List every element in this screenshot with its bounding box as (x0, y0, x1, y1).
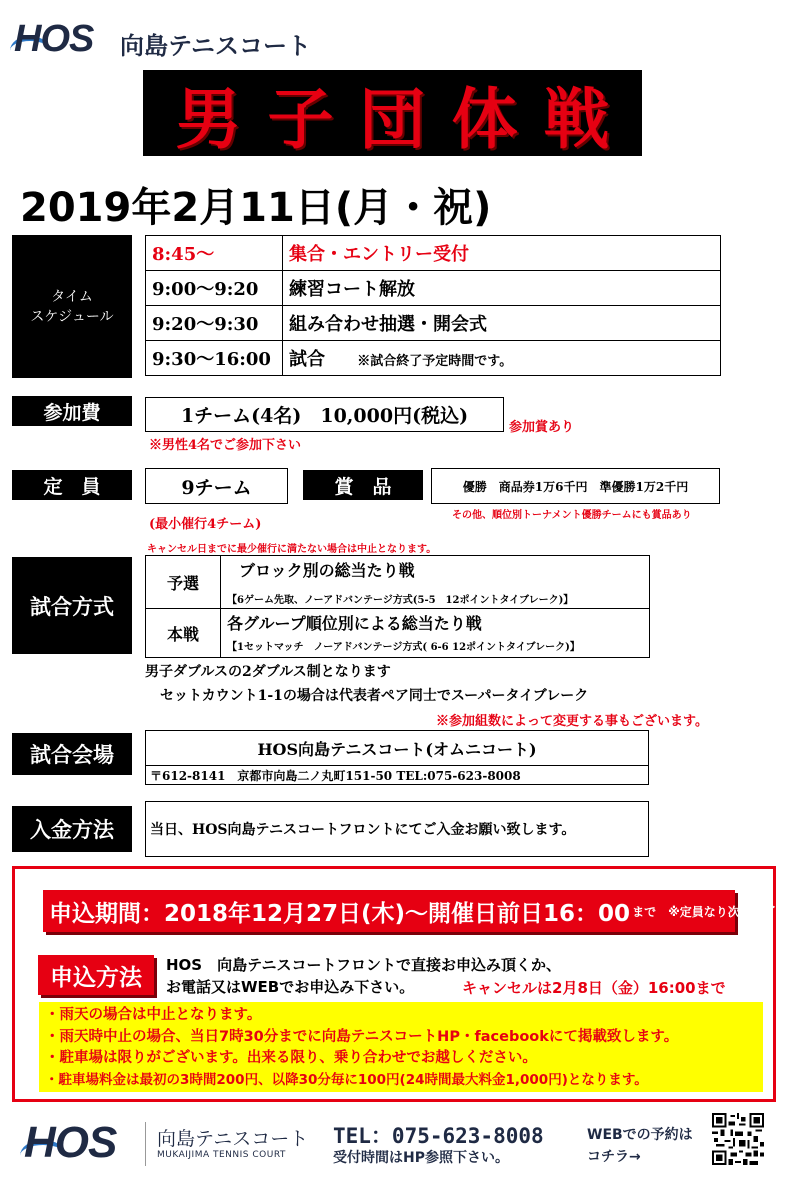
match-format-table (145, 555, 650, 658)
table-row (146, 306, 721, 341)
format-stage: 予選 (146, 556, 221, 609)
venue-label: 試合会場 (12, 733, 132, 775)
schedule-label: タイム スケジュール (12, 235, 132, 378)
page-title: 男子団体戦 (175, 79, 636, 158)
fee-label: 参加費 (12, 396, 132, 426)
note-item: ・雨天の場合は中止となります。 (45, 1007, 262, 1023)
application-period-note: ※定員なり次第終了です。 (668, 904, 811, 919)
capacity-label: 定 員 (12, 470, 132, 500)
format-detail-cell (221, 609, 650, 658)
schedule-time: 8:45～ (146, 236, 283, 271)
application-period-banner (43, 890, 811, 932)
footer-tel: TEL：075-623-8008 (333, 1124, 544, 1148)
application-period: 申込期間：2018年12月27日(木)～開催日前日16：00 (49, 900, 631, 927)
application-method-line-1: HOS 向島テニスコートフロントで直接お申込み頂くか、 (166, 956, 562, 974)
header-logo (8, 16, 118, 62)
fee-side-note: 参加賞あり (509, 420, 575, 435)
footer-logo-text: HOS (24, 1118, 117, 1167)
format-title: ブロック別の総当たり戦 (239, 561, 415, 580)
format-detail-cell (221, 556, 650, 609)
table-row (146, 609, 650, 658)
schedule-note: ※試合終了予定時間です。 (357, 354, 513, 369)
venue-name: HOS向島テニスコート(オムニコート) (145, 730, 649, 766)
footer-logo (20, 1118, 140, 1168)
prize-value: 優勝 商品券1万6千円 準優勝1万2千円 (431, 468, 720, 504)
table-row (146, 556, 650, 609)
qr-code-icon[interactable] (712, 1113, 764, 1165)
application-period-suffix: まで (632, 904, 657, 919)
capacity-note: (最小催行4チーム) (149, 517, 262, 532)
footer-divider (145, 1122, 146, 1166)
event-date: 2019年2月11日(月・祝) (20, 185, 492, 231)
venue-address: 〒612-8141 京都市向島二ノ丸町151-50 TEL:075-623-8008 (145, 765, 649, 785)
table-row (146, 271, 721, 306)
table-row (146, 236, 721, 271)
capacity-cancel-note: キャンセル日までに最少催行に満たない場合は中止となります。 (147, 544, 437, 555)
match-format-label: 試合方式 (12, 557, 132, 654)
schedule-time: 9:00～9:20 (146, 271, 283, 306)
format-title: 各グループ順位別による総当たり戦 (227, 614, 482, 633)
format-note-1: 男子ダブルスの2ダブルス制となります (145, 664, 391, 680)
note-item: ・駐車場は限りがございます。出来る限り、乗り合わせでお越しください。 (45, 1050, 537, 1066)
fee-value: 1チーム(4名) 10,000円(税込) (145, 397, 504, 432)
title-banner (143, 70, 642, 156)
format-detail: 【6ゲーム先取、ノーアドバンテージ方式(5-5 12ポイントタイブレーク)】 (227, 595, 574, 606)
schedule-activity: 組み合わせ抽選・開会式 (283, 306, 721, 341)
cancel-deadline: キャンセルは2月8日（金）16:00まで (462, 979, 726, 997)
application-method-line-2: お電話又はWEBでお申込み下さい。 (166, 978, 415, 996)
note-item: ・駐車場料金は最初の3時間200円、以降30分毎に100円(24時間最大料金1,000円)となります。 (45, 1071, 648, 1088)
schedule-activity: 試合 ※試合終了予定時間です。 (283, 341, 721, 376)
payment-label: 入金方法 (12, 806, 132, 852)
table-row (146, 341, 721, 376)
prize-label: 賞 品 (303, 470, 423, 500)
format-note-3: ※参加組数によって変更する事もございます。 (436, 714, 708, 729)
footer-web-line-2: コチラ→ (587, 1149, 641, 1165)
schedule-activity: 集合・エントリー受付 (283, 236, 721, 271)
prize-note: その他、順位別トーナメント優勝チームにも賞品あり (452, 510, 692, 521)
format-note-2: セットカウント1-1の場合は代表者ペア同士でスーパータイブレーク (160, 688, 589, 704)
format-stage: 本戦 (146, 609, 221, 658)
logo-text: HOS (14, 18, 94, 60)
schedule-time: 9:20～9:30 (146, 306, 283, 341)
schedule-activity: 練習コート解放 (283, 271, 721, 306)
schedule-table (145, 235, 721, 376)
schedule-time: 9:30～16:00 (146, 341, 283, 376)
fee-note: ※男性4名でご参加下さい (149, 438, 302, 453)
format-detail: 【1セットマッチ ノーアドバンテージ方式( 6-6 12ポイントタイブレーク)】 (227, 642, 580, 653)
footer-facility-name-en: MUKAIJIMA TENNIS COURT (157, 1150, 286, 1160)
footer-hours-note: 受付時間はHP参照下さい。 (333, 1150, 509, 1166)
capacity-value: 9チーム (145, 468, 288, 504)
payment-value: 当日、HOS向島テニスコートフロントにてご入金お願い致します。 (145, 801, 649, 857)
notes-box (39, 1002, 763, 1092)
application-method-label: 申込方法 (38, 955, 154, 995)
footer-facility-name: 向島テニスコート (157, 1128, 309, 1150)
header-facility-name: 向島テニスコート (120, 32, 312, 60)
note-item: ・雨天時中止の場合、当日7時30分までに向島テニスコートHP・facebookにて掲載致します。 (45, 1028, 679, 1045)
footer-web-line-1: WEBでの予約は (587, 1127, 693, 1143)
